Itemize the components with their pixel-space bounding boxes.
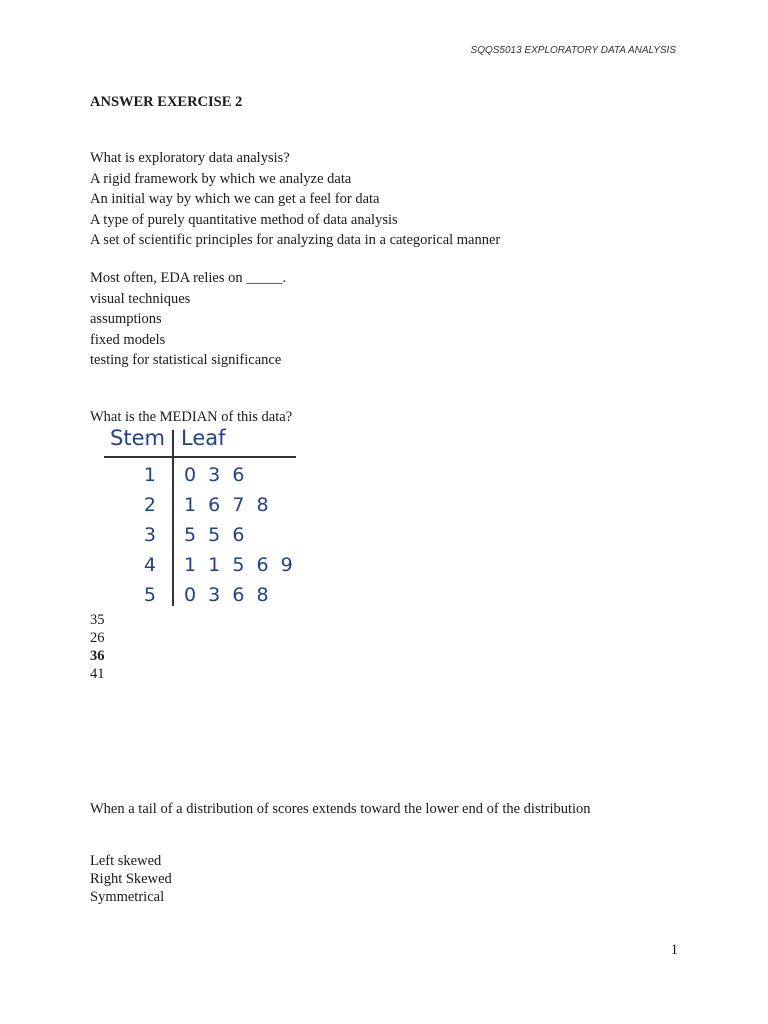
running-header: SQQS5013 EXPLORATORY DATA ANALYSIS	[470, 45, 676, 56]
stem-value: 4	[143, 554, 156, 576]
question-3-option-c-correct: 36	[90, 648, 105, 664]
question-1	[90, 148, 500, 251]
page-title: ANSWER EXERCISE 2	[90, 94, 243, 110]
question-3-options	[90, 611, 105, 683]
question-2-text: Most often, EDA relies on _____.	[90, 270, 287, 286]
stem-value: 1	[143, 464, 156, 486]
question-2-option-b: assumptions	[90, 311, 162, 327]
leaf-values: 5 5 6	[184, 524, 245, 546]
leaf-values: 1 6 7 8	[184, 494, 269, 516]
question-2-option-a: visual techniques	[90, 290, 191, 307]
question-3-text: What is the MEDIAN of this data?	[90, 409, 293, 425]
question-1-option-d: A set of scientific principles for analyzing data in a categorical manner	[90, 232, 501, 248]
leaf-header: Leaf	[181, 426, 226, 450]
question-2	[90, 268, 286, 371]
stem-leaf-row	[104, 524, 300, 554]
stem-value: 2	[143, 494, 156, 516]
stem-leaf-row	[104, 584, 300, 614]
stem-leaf-row	[104, 554, 300, 584]
leaf-values: 0 3 6 8	[184, 584, 269, 606]
question-4-option-a: Left skewed	[90, 853, 162, 869]
question-1-option-b: An initial way by which we can get a feel for data	[90, 191, 380, 207]
stem-and-leaf-plot	[104, 426, 300, 608]
question-3	[90, 407, 292, 428]
question-4-option-c: Symmetrical	[90, 889, 165, 905]
page-number: 1	[670, 942, 678, 958]
question-1-option-a: A rigid framework by which we analyze data	[90, 170, 352, 187]
question-1-option-c: A type of purely quantitative method of data analysis	[90, 211, 398, 228]
leaf-values: 0 3 6	[184, 464, 245, 486]
stem-value: 3	[143, 524, 156, 546]
leaf-values: 1 1 5 6 9	[184, 554, 293, 576]
stem-header: Stem	[110, 426, 165, 450]
question-3-option-b: 26	[90, 630, 105, 646]
question-1-text: What is exploratory data analysis?	[90, 150, 290, 166]
question-4-option-b: Right Skewed	[90, 871, 172, 887]
stem-leaf-row	[104, 494, 300, 524]
question-4-options	[90, 852, 172, 906]
question-2-option-d: testing for statistical significance	[90, 352, 282, 368]
stem-value: 5	[143, 584, 156, 606]
question-3-option-a: 35	[90, 612, 105, 628]
question-2-option-c: fixed models	[90, 331, 166, 348]
stem-leaf-row	[104, 464, 300, 494]
question-4-text: When a tail of a distribution of scores extends toward the lower end of the distribution	[90, 801, 591, 817]
header-divider	[104, 456, 296, 458]
question-3-option-d: 41	[90, 666, 105, 682]
